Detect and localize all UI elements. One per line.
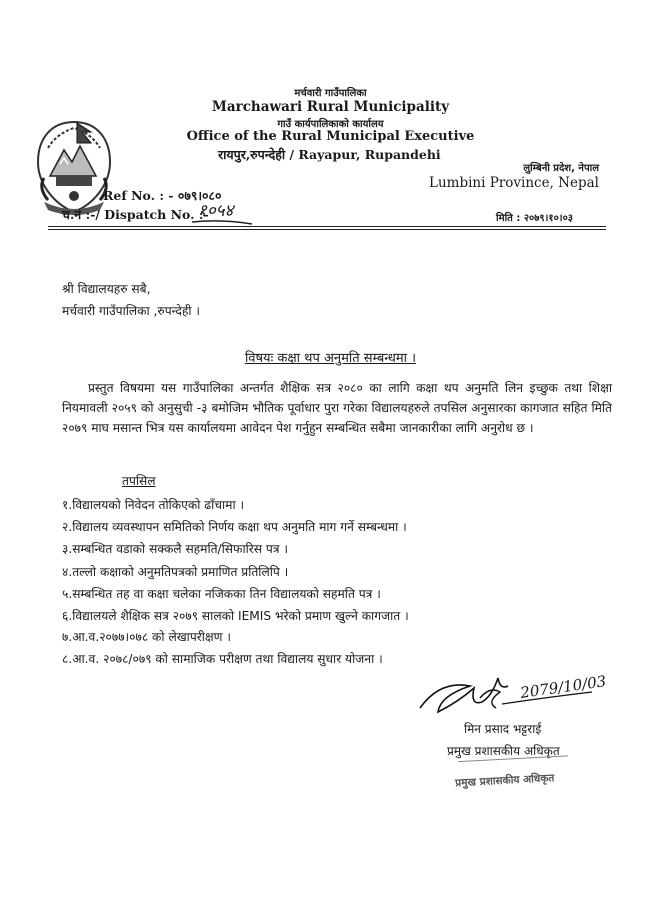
- subject-line: [0, 348, 661, 366]
- list-item: ५.सम्बन्धित तह वा कक्षा चलेका नजिकका तिन विद्यालयको सहमति पत्र ।: [62, 587, 381, 601]
- office-name-en: Office of the Rural Municipal Executive: [186, 129, 475, 144]
- subject-text: विषयः कक्षा थप अनुमति सम्बन्धमा ।: [244, 351, 417, 366]
- list-heading: तपसिल: [122, 474, 156, 488]
- signature-date-handwritten: 2079/10/03: [519, 672, 608, 702]
- recipient-line-2: मर्चवारी गाउँपालिका ,रुपन्देही ।: [62, 304, 201, 318]
- province-en: Lumbini Province, Nepal: [429, 175, 599, 191]
- list-item: १.विद्यालयको निवेदन तोकिएको ढाँचामा ।: [62, 498, 245, 512]
- stamp-text: प्रमुख प्रशासकीय अधिकृत: [454, 772, 555, 790]
- signatory-title: प्रमुख प्रशासकीय अधिकृत: [447, 744, 560, 758]
- list-item: ४.तल्लो कक्षाको अनुमतिपत्रको प्रमाणित प्रतिलिपि ।: [62, 565, 289, 579]
- municipality-name-en: Marchawari Rural Municipality: [211, 99, 450, 115]
- municipality-name-np: मर्चवारी गाउँपालिका: [294, 88, 367, 99]
- body-paragraph: प्रस्तुत विषयमा यस गाउँपालिका अन्तर्गत शैक्षिक सत्र २०८० का लागि कक्षा थप अनुमति लिन इच्छुक तथा शिक्षा नियमावली २०५९ को अनुसुची -३ बमोजिम भौतिक पूर्वाधार पुरा गरेका विद्यालयहरुले तपसिल अनुसारका कागजात सहित मिति २०७९ माघ मसान्त भित्र यस कार्यालयमा आवेदन पेश गर्नुहुन सम्बन्धित सबैमा जानकारीका लागि अनुरोध छ ।: [62, 381, 612, 435]
- recipient-line-1: श्री विद्यालयहरु सबै,: [62, 282, 151, 296]
- signatory-name: मिन प्रसाद भट्टराई: [464, 722, 542, 736]
- office-name-np: गाउँ कार्यपालिकाको कार्यालय: [277, 119, 384, 130]
- list-item: ८.आ.व. २०७८/०७९ को सामाजिक परीक्षण तथा विद्यालय सुधार योजना ।: [62, 652, 383, 666]
- province-np: लुम्बिनी प्रदेश, नेपाल: [523, 163, 599, 174]
- list-item: २.विद्यालय व्यवस्थापन समितिको निर्णय कक्षा थप अनुमति माग गर्ने सम्बन्धमा ।: [62, 520, 407, 534]
- dispatch-number-handwritten: १०५४: [198, 201, 234, 221]
- dispatch-label: च.नं :-/ Dispatch No. :-: [62, 207, 209, 222]
- letter-date: मिति : २०७९।१०।०३: [496, 213, 574, 224]
- letterhead-divider: [48, 226, 606, 230]
- list-item: ६.विद्यालयले शैक्षिक सत्र २०७९ सालको IEMIS भरेको प्रमाण खुल्ने कागजात ।: [62, 609, 409, 623]
- official-stamp: [454, 755, 584, 800]
- list-item: ३.सम्बन्धित वडाको सक्कलै सहमति/सिफारिस पत्र ।: [62, 542, 288, 556]
- office-address: रायपुर,रुपन्देही / Rayapur, Rupandehi: [218, 147, 441, 162]
- list-item: ७.आ.व.२०७७।०७८ को लेखापरीक्षण ।: [62, 630, 231, 644]
- reference-number: Ref No. : - ०७९।०८०: [103, 188, 222, 203]
